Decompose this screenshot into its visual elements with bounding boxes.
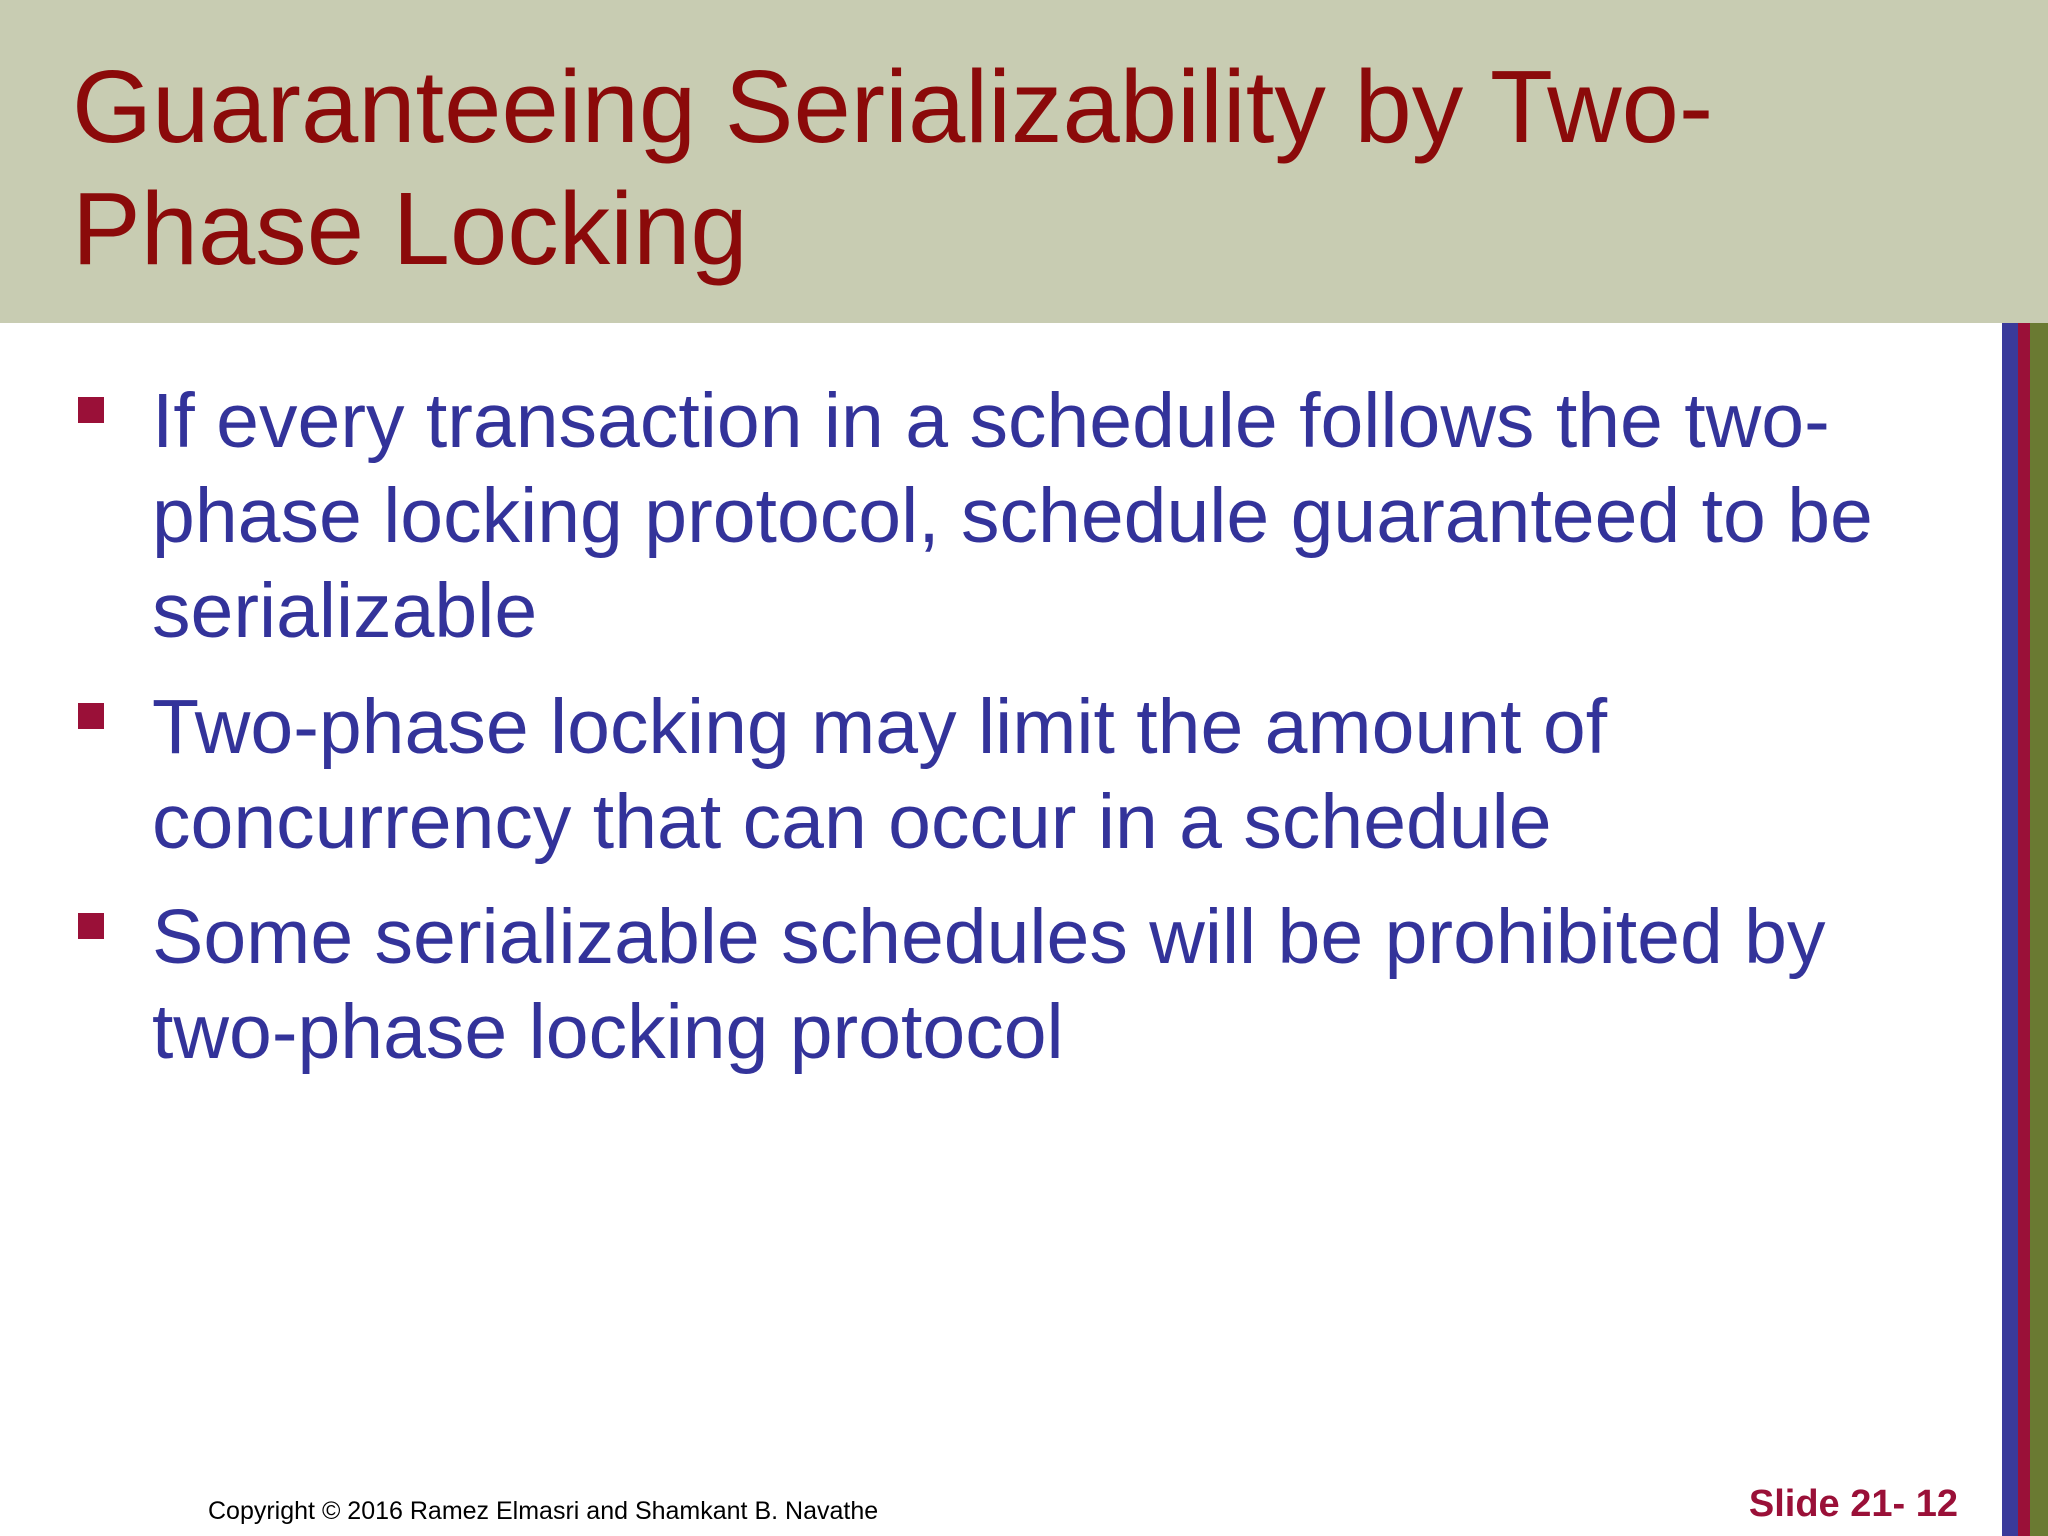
slide-title: Guaranteeing Serializability by Two-Phase Locking xyxy=(72,49,1714,286)
bullet-text: If every transaction in a schedule follows the two-phase locking protocol, schedule guaranteed to be serializable xyxy=(152,378,1873,654)
copyright-notice: Copyright © 2016 Ramez Elmasri and Shamkant B. Navathe xyxy=(208,1497,879,1525)
bullet-text: Two-phase locking may limit the amount of concurrency that can occur in a schedule xyxy=(152,684,1608,865)
square-bullet-icon xyxy=(78,397,104,423)
bullet-text: Some serializable schedules will be prohibited by two-phase locking protocol xyxy=(152,894,1826,1075)
square-bullet-icon xyxy=(78,703,104,729)
slide-number: Slide 21- 12 xyxy=(1748,1483,1958,1525)
side-stripe-red xyxy=(2018,323,2030,1536)
side-stripe-green xyxy=(2030,323,2048,1536)
side-stripe-blue xyxy=(2002,323,2018,1536)
square-bullet-icon xyxy=(78,913,104,939)
